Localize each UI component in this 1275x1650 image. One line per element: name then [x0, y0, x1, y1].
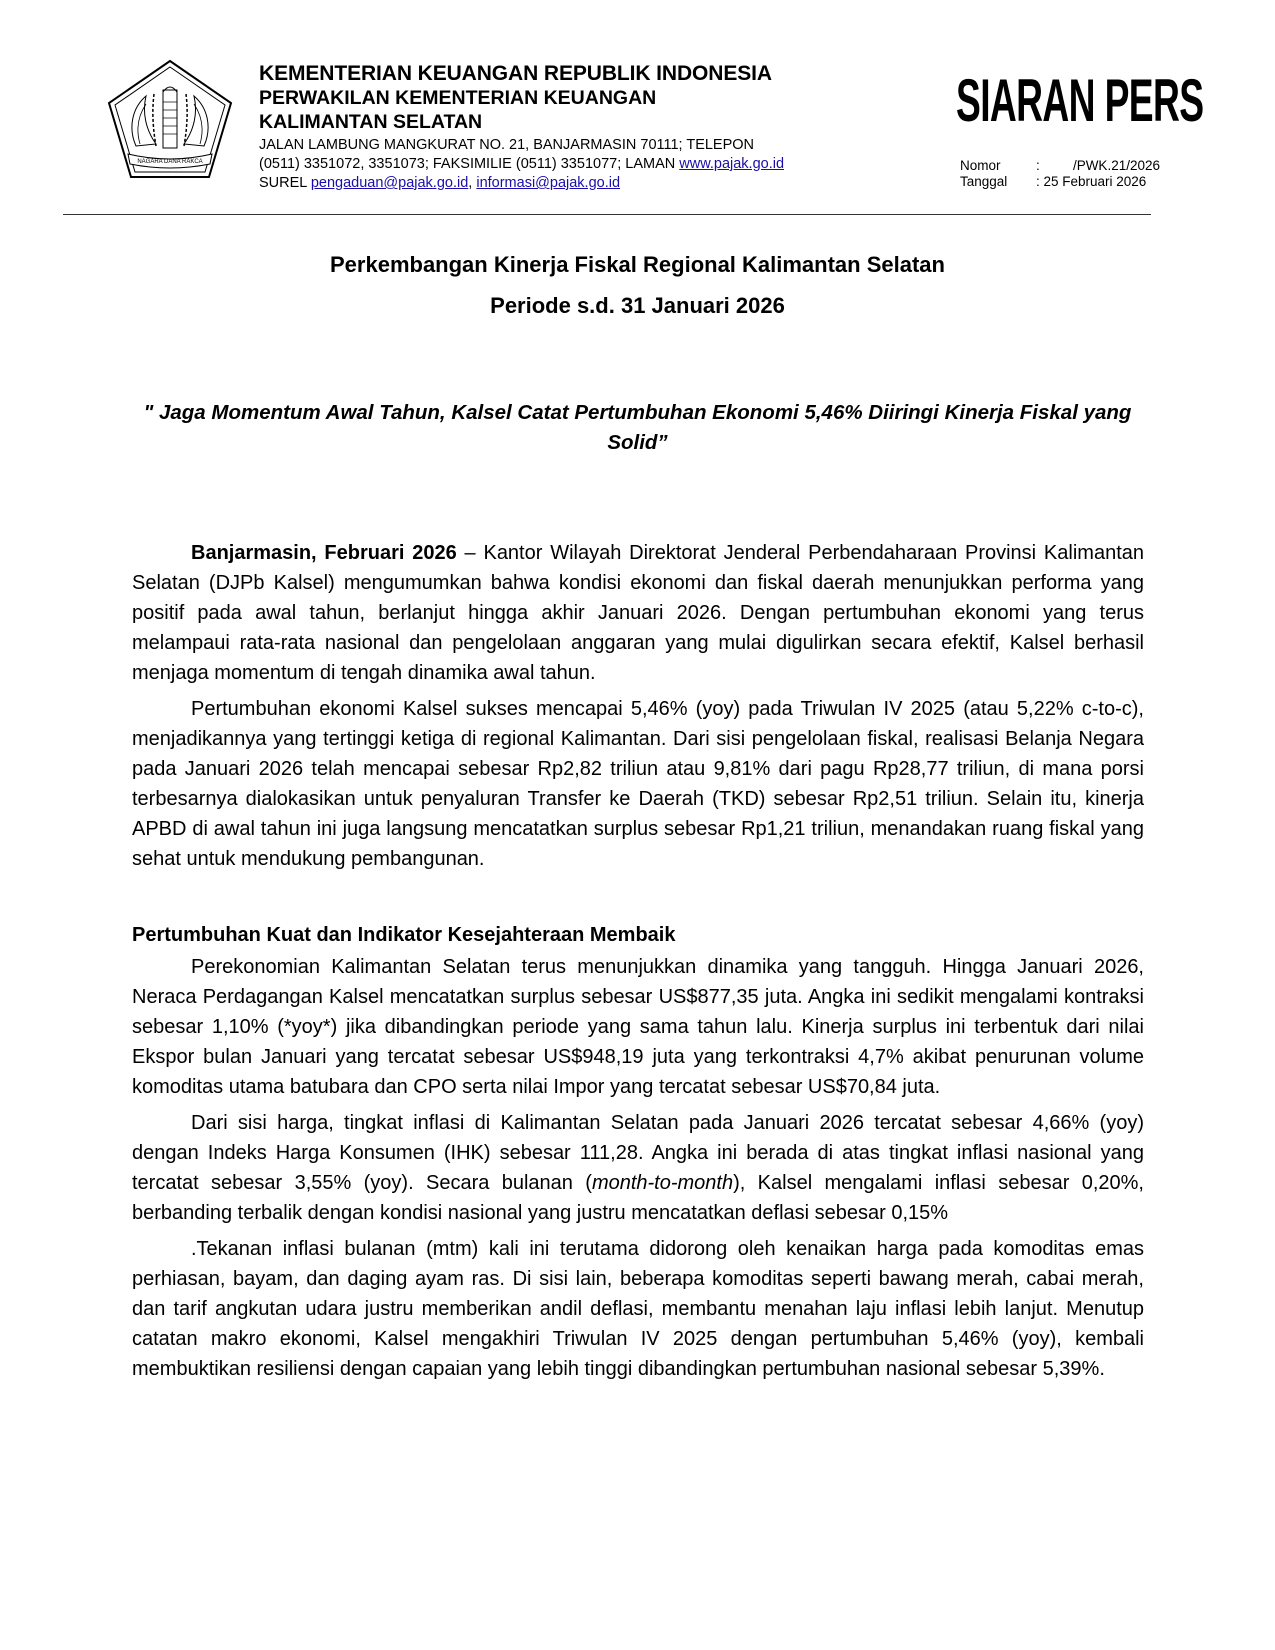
org-region: KALIMANTAN SELATAN — [259, 111, 483, 133]
email-pengaduan-link[interactable]: pengaduan@pajak.go.id — [310, 175, 469, 191]
headline-quote: " Jaga Momentum Awal Tahun, Kalsel Catat Pertumbuhan Ekonomi 5,46% Diiringi Kinerja Fiskal yang Solid” — [143, 401, 1132, 454]
nomor-row — [960, 158, 1160, 174]
paragraph-4-text-a: Dari sisi harga, tingkat inflasi di Kalimantan Selatan pada Januari 2026 tercatat sebesar 4,66% (yoy) dengan Indeks Harga Konsumen (IHK) sebesar 111,28. Angka ini berada di atas tingkat inflasi nasional yang tercatat sebesar 3,55% (yoy). Secara bulanan ( — [132, 1112, 1144, 1194]
website-link[interactable]: www.pajak.go.id — [679, 156, 785, 172]
phone-fax-text: (0511) 3351072, 3351073; FAKSIMILIE (0511) 3351077; LAMAN — [259, 156, 680, 172]
paragraph-2: Pertumbuhan ekonomi Kalsel sukses mencapai 5,46% (yoy) pada Triwulan IV 2025 (atau 5,22% c-to-c), menjadikannya yang tertinggi ketiga di regional Kalimantan. Dari sisi pengelolaan fiskal, realisasi Belanja Negara pada Januari 2026 telah mencapai sebesar Rp2,82 triliun atau 9,81% dari pagu Rp28,77 triliun, di mana porsi terbesarnya dialokasikan untuk penyaluran Transfer ke Daerah (TKD) sebesar Rp2,51 triliun. Selain itu, kinerja APBD di awal tahun ini juga langsung mencatatkan surplus sebesar Rp1,21 triliun, menandakan ruang fiskal yang sehat untuk mendukung pembangunan. — [132, 698, 1144, 870]
paragraph-4-italic: month-to-month — [591, 1172, 734, 1194]
email-line — [259, 174, 899, 193]
nomor-label: Nomor — [960, 158, 1001, 173]
header-divider — [63, 214, 1151, 215]
section-heading: Pertumbuhan Kuat dan Indikator Kesejahteraan Membaik — [132, 924, 676, 946]
ministry-emblem-logo — [106, 58, 234, 180]
address-line-2 — [259, 155, 899, 174]
tanggal-label: Tanggal — [960, 174, 1008, 189]
paragraph-1 — [132, 538, 1144, 688]
paragraph-3: Perekonomian Kalimantan Selatan terus menunjukkan dinamika yang tangguh. Hingga Januari 2026, Neraca Perdagangan Kalsel mencatatkan surplus sebesar US$877,35 juta. Angka ini sedikit mengalami kontraksi sebesar 1,10% (*yoy*) jika dibandingkan periode yang sama tahun lalu. Kinerja surplus ini terbentuk dari nilai Ekspor bulan Januari yang tercatat sebesar US$948,19 juta yang terkontraksi 4,7% akibat penurunan volume komoditas utama batubara dan CPO serta nilai Impor yang tercatat sebesar US$70,84 juta. — [132, 956, 1144, 1098]
document-body — [132, 538, 1144, 1390]
paragraph-5: .Tekanan inflasi bulanan (mtm) kali ini terutama didorong oleh kenaikan harga pada komoditas emas perhiasan, bayam, dan daging ayam ras. Di sisi lain, beberapa komoditas seperti bawang merah, cabai merah, dan tarif angkutan udara justru memberikan andil deflasi, membantu menahan laju inflasi lebih lanjut. Menutup catatan makro ekonomi, Kalsel mengakhiri Triwulan IV 2025 dengan pertumbuhan 5,46% (yoy), kembali membuktikan resiliensi dengan capaian yang lebih tinggi dibandingkan pertumbuhan nasional sebesar 5,39%. — [132, 1238, 1144, 1380]
tanggal-value: : 25 Februari 2026 — [1036, 174, 1147, 189]
letterhead — [259, 62, 899, 193]
nomor-value: /PWK.21/2026 — [1072, 158, 1160, 173]
emblem-motto: NAGARA DANA RAKCA — [137, 159, 203, 165]
address-block — [259, 136, 899, 193]
email-separator: , — [468, 175, 477, 191]
org-unit: PERWAKILAN KEMENTERIAN KEUANGAN — [259, 87, 657, 109]
surel-label: SUREL — [259, 175, 311, 191]
paragraph-1-text: – Kantor Wilayah Direktorat Jenderal Perbendaharaan Provinsi Kalimantan Selatan (DJPb Kalsel) mengumumkan bahwa kondisi ekonomi dan fiskal daerah menunjukkan performa yang positif pada awal tahun, berlanjut hingga akhir Januari 2026. Dengan pertumbuhan ekonomi yang terus melampaui rata-rata nasional dan pengelolaan anggaran yang mulai digulirkan secara efektif, Kalsel berhasil menjaga momentum di tengah dinamika awal tahun. — [132, 542, 1144, 684]
paragraph-4-text-b: ), Kalsel mengalami inflasi sebesar 0,20%, berbanding terbalik dengan kondisi nasional yang justru mencatatkan deflasi sebesar 0,15% — [132, 1172, 1144, 1224]
email-informasi-link[interactable]: informasi@pajak.go.id — [476, 175, 621, 191]
nomor-colon: : — [1036, 158, 1040, 173]
address-line-1: JALAN LAMBUNG MANGKURAT NO. 21, BANJARMASIN 70111; TELEPON — [259, 137, 755, 153]
document-title: Perkembangan Kinerja Fiskal Regional Kalimantan Selatan — [330, 252, 945, 277]
dateline: Banjarmasin, Februari 2026 — [191, 542, 457, 564]
org-name: KEMENTERIAN KEUANGAN REPUBLIK INDONESIA — [259, 62, 772, 85]
emblem-icon — [106, 58, 234, 180]
press-release-label: SIARAN PERS — [956, 67, 1204, 134]
paragraph-4 — [132, 1108, 1144, 1228]
document-period: Periode s.d. 31 Januari 2026 — [490, 293, 785, 318]
document-meta — [960, 158, 1160, 190]
tanggal-row — [960, 174, 1160, 190]
